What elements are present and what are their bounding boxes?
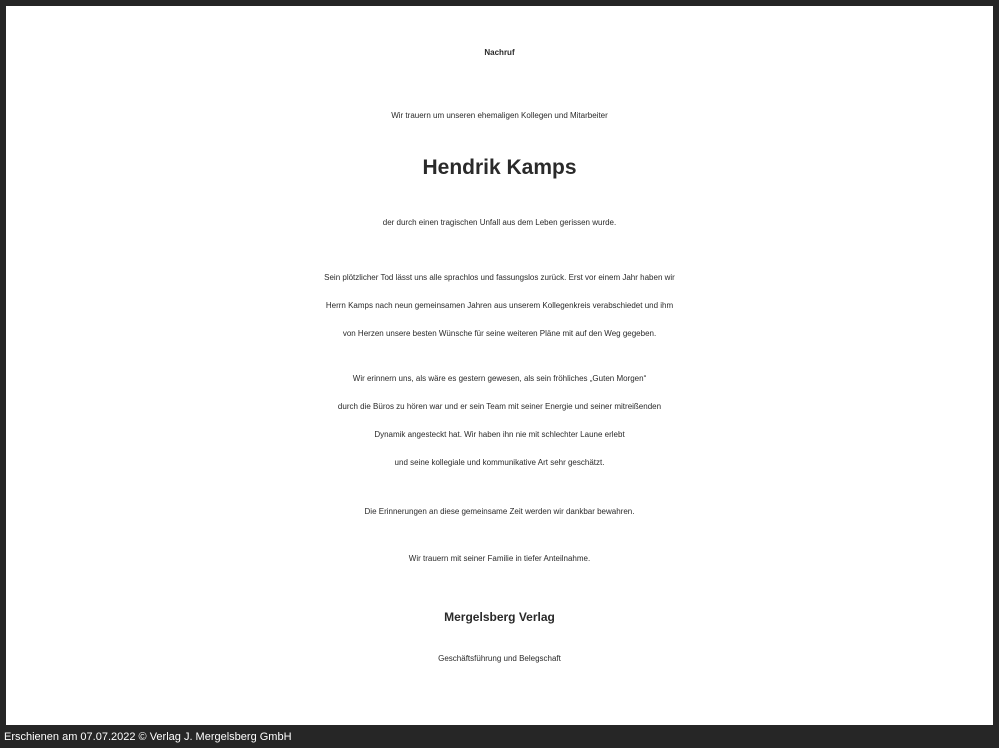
- notice-heading: Nachruf: [484, 48, 515, 57]
- paragraph1-line1: Sein plötzlicher Tod lässt uns alle sprachlos und fassungslos zurück. Erst vor einem Jahr haben wir: [324, 273, 675, 282]
- paragraph2-line3: Dynamik angesteckt hat. Wir haben ihn nie mit schlechter Laune erlebt: [374, 430, 625, 439]
- paragraph1-line2: Herrn Kamps nach neun gemeinsamen Jahren aus unserem Kollegenkreis verabschiedet und ihm: [325, 301, 674, 310]
- paragraph1-line3: von Herzen unsere besten Wünsche für seine weiteren Pläne mit auf den Weg gegeben.: [342, 329, 657, 338]
- paragraph4: Wir trauern mit seiner Familie in tiefer Anteilnahme.: [408, 554, 591, 563]
- deceased-name: Hendrik Kamps: [422, 156, 577, 179]
- publication-footer: Erschienen am 07.07.2022 © Verlag J. Mergelsberg GmbH: [4, 731, 292, 743]
- intro-line: Wir trauern um unseren ehemaligen Kollegen und Mitarbeiter: [391, 111, 608, 120]
- organization-subline: Geschäftsführung und Belegschaft: [438, 654, 561, 663]
- subline: der durch einen tragischen Unfall aus dem Leben gerissen wurde.: [382, 218, 617, 227]
- obituary-notice: [6, 6, 993, 725]
- paragraph3: Die Erinnerungen an diese gemeinsame Zeit werden wir dankbar bewahren.: [364, 507, 635, 516]
- paragraph2-line1: Wir erinnern uns, als wäre es gestern gewesen, als sein fröhliches „Guten Morgen“: [352, 374, 647, 383]
- paragraph2-line4: und seine kollegiale und kommunikative Art sehr geschätzt.: [394, 458, 605, 467]
- paragraph2-line2: durch die Büros zu hören war und er sein Team mit seiner Energie und seiner mitreißenden: [337, 402, 662, 411]
- organization-name: Mergelsberg Verlag: [444, 610, 555, 624]
